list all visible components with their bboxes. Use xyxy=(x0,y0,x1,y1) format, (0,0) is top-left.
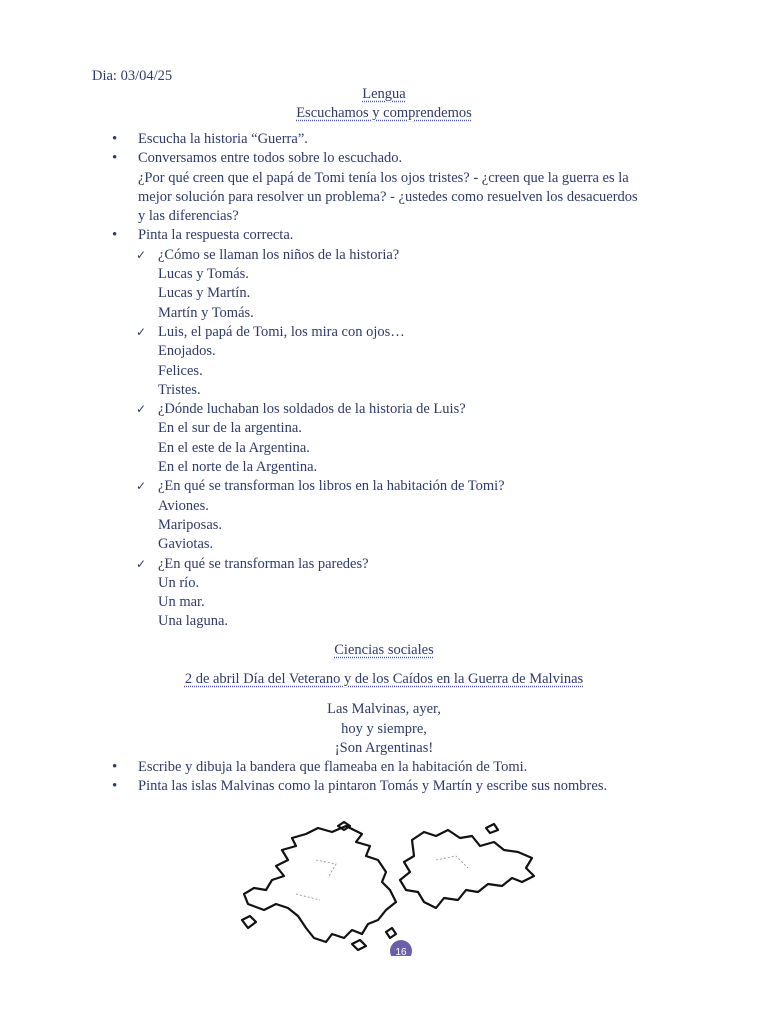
islet-outline xyxy=(242,916,256,928)
check-icon: ✓ xyxy=(136,479,147,494)
answer-option[interactable]: Lucas y Martín. xyxy=(158,285,251,302)
list-item: • Escucha la historia “Guerra”. xyxy=(112,130,672,149)
answer-option[interactable]: En el este de la Argentina. xyxy=(158,439,310,456)
list-item: • Pinta las islas Malvinas como la pintaron Tomás y Martín y escribe sus nombres. xyxy=(112,777,692,796)
poem: Las Malvinas, ayer, hoy y siempre, ¡Son Argentinas! xyxy=(327,701,441,756)
check-icon: ✓ xyxy=(136,324,147,339)
question-block xyxy=(112,477,672,554)
question-block xyxy=(112,323,672,400)
answer-option[interactable]: Tristes. xyxy=(158,381,201,398)
answer-option[interactable]: Un río. xyxy=(158,574,200,591)
answer-option[interactable]: Enojados. xyxy=(158,343,216,360)
east-island-outline xyxy=(400,830,534,908)
list-item: • Conversamos entre todos sobre lo escuchado. xyxy=(112,149,672,168)
answer-option[interactable]: Felices. xyxy=(158,362,203,379)
question: ✓ ¿Dónde luchaban los soldados de la historia de Luis? xyxy=(112,400,672,419)
answer-option[interactable]: Una laguna. xyxy=(158,613,229,630)
date-line: Dia: 03/04/25 xyxy=(92,68,173,84)
islet-outline xyxy=(352,940,366,950)
answer-option[interactable]: Martín y Tomás. xyxy=(158,304,254,321)
subject-subtitle-sociales: 2 de abril Día del Veterano y de los Caídos en la Guerra de Malvinas xyxy=(184,671,584,687)
subject-title-lengua: Lengua xyxy=(362,86,406,102)
west-island-outline xyxy=(244,826,396,942)
answer-option[interactable]: En el norte de la Argentina. xyxy=(158,459,318,476)
islet-outline xyxy=(486,824,498,833)
discussion-questions: ¿Por qué creen que el papá de Tomi tenía los ojos tristes? - ¿creen que la guerra es la mejor solución para resolver un problema? - ¿ustedes como resuelven los desacuerdos y las diferencias? xyxy=(138,169,638,225)
question-block xyxy=(112,400,672,477)
lengua-activities xyxy=(112,130,672,632)
list-item: • Escribe y dibuja la bandera que flameaba en la habitación de Tomi. xyxy=(112,758,692,777)
islet-outline xyxy=(386,928,396,938)
answer-option[interactable]: Mariposas. xyxy=(158,516,223,533)
sociales-activities xyxy=(112,758,692,797)
subject-title-sociales: Ciencias sociales xyxy=(334,642,434,658)
check-icon: ✓ xyxy=(136,556,147,571)
question: ✓ ¿En qué se transforman los libros en la habitación de Tomi? xyxy=(112,477,672,496)
list-item: • Pinta la respuesta correcta. xyxy=(112,226,672,245)
malvinas-islands-map[interactable] xyxy=(236,820,536,956)
answer-option[interactable]: Gaviotas. xyxy=(158,536,214,553)
answer-option[interactable]: Aviones. xyxy=(158,497,209,514)
question-block xyxy=(112,555,672,632)
answer-option[interactable]: Un mar. xyxy=(158,594,205,611)
question: ✓ ¿Cómo se llaman los niños de la historia? xyxy=(112,246,672,265)
page-number-text: 16 xyxy=(395,947,407,956)
question: ✓ ¿En qué se transforman las paredes? xyxy=(112,555,672,574)
answer-option[interactable]: Lucas y Tomás. xyxy=(158,266,249,283)
answer-option[interactable]: En el sur de la argentina. xyxy=(158,420,302,437)
check-icon: ✓ xyxy=(136,247,147,262)
subject-subtitle-lengua: Escuchamos y comprendemos xyxy=(296,105,472,121)
check-icon: ✓ xyxy=(136,402,147,417)
question-block xyxy=(112,246,672,323)
question: ✓ Luis, el papá de Tomi, los mira con ojos… xyxy=(112,323,672,342)
